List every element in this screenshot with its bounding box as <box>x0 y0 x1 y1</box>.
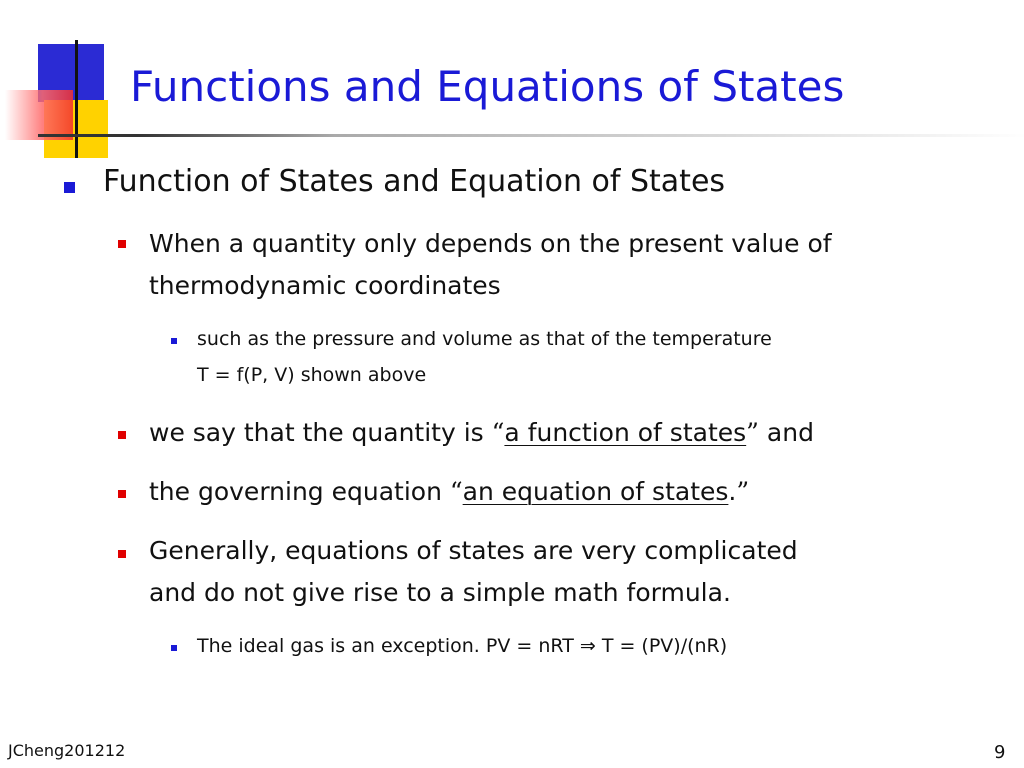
underlined-term-function-of-states: a function of states <box>504 418 747 447</box>
slide-title: Functions and Equations of States <box>130 62 845 111</box>
close-quote: ” <box>746 418 759 447</box>
bullet-level2-text-line1: Generally, equations of states are very complicated <box>149 536 798 565</box>
period: . <box>728 477 737 506</box>
bullet-level3-text-line2: T = f(P, V) shown above <box>197 364 427 386</box>
slide-logo-decoration <box>0 0 140 170</box>
bullet-function-of-states <box>149 412 814 454</box>
close-quote: ” <box>736 477 750 506</box>
bullet-level3-marker <box>171 338 177 344</box>
bullet-text: The ideal gas is an exception. PV = nRT <box>197 635 580 657</box>
bullet-level2-marker <box>118 240 126 248</box>
open-quote: “ <box>491 418 505 447</box>
bullet-level2-marker <box>118 431 126 439</box>
bullet-level3-marker <box>171 645 177 651</box>
bullet-level2-marker <box>118 550 126 558</box>
bullet-level2-marker <box>118 490 126 498</box>
bullet-level3-text-line1: such as the pressure and volume as that of the temperature <box>197 328 772 350</box>
bullet-level1-text: Function of States and Equation of States <box>103 164 726 199</box>
logo-red-square <box>5 90 73 140</box>
open-quote: “ <box>449 477 463 506</box>
footer-author: JCheng201212 <box>8 741 126 760</box>
underlined-term-equation-of-states: an equation of states <box>462 477 729 506</box>
footer-page-number: 9 <box>994 742 1006 763</box>
bullet-level2-text-line1: When a quantity only depends on the present value of <box>149 229 832 258</box>
bullet-text-suffix: and <box>758 418 814 447</box>
bullet-text: we say that the quantity is <box>149 418 492 447</box>
bullet-equation-of-states <box>149 471 749 513</box>
bullet-text: the governing equation <box>149 477 450 506</box>
logo-vertical-line <box>75 40 78 158</box>
implies-arrow-icon: ⇒ <box>579 635 596 657</box>
bullet-level1-marker <box>64 182 75 193</box>
bullet-ideal-gas <box>197 629 727 664</box>
bullet-text-suffix: T = (PV)/(nR) <box>595 635 728 657</box>
title-underline-rule <box>38 134 1024 137</box>
bullet-level2-text-line2: and do not give rise to a simple math formula. <box>149 578 731 607</box>
bullet-level2-text-line2: thermodynamic coordinates <box>149 271 501 300</box>
